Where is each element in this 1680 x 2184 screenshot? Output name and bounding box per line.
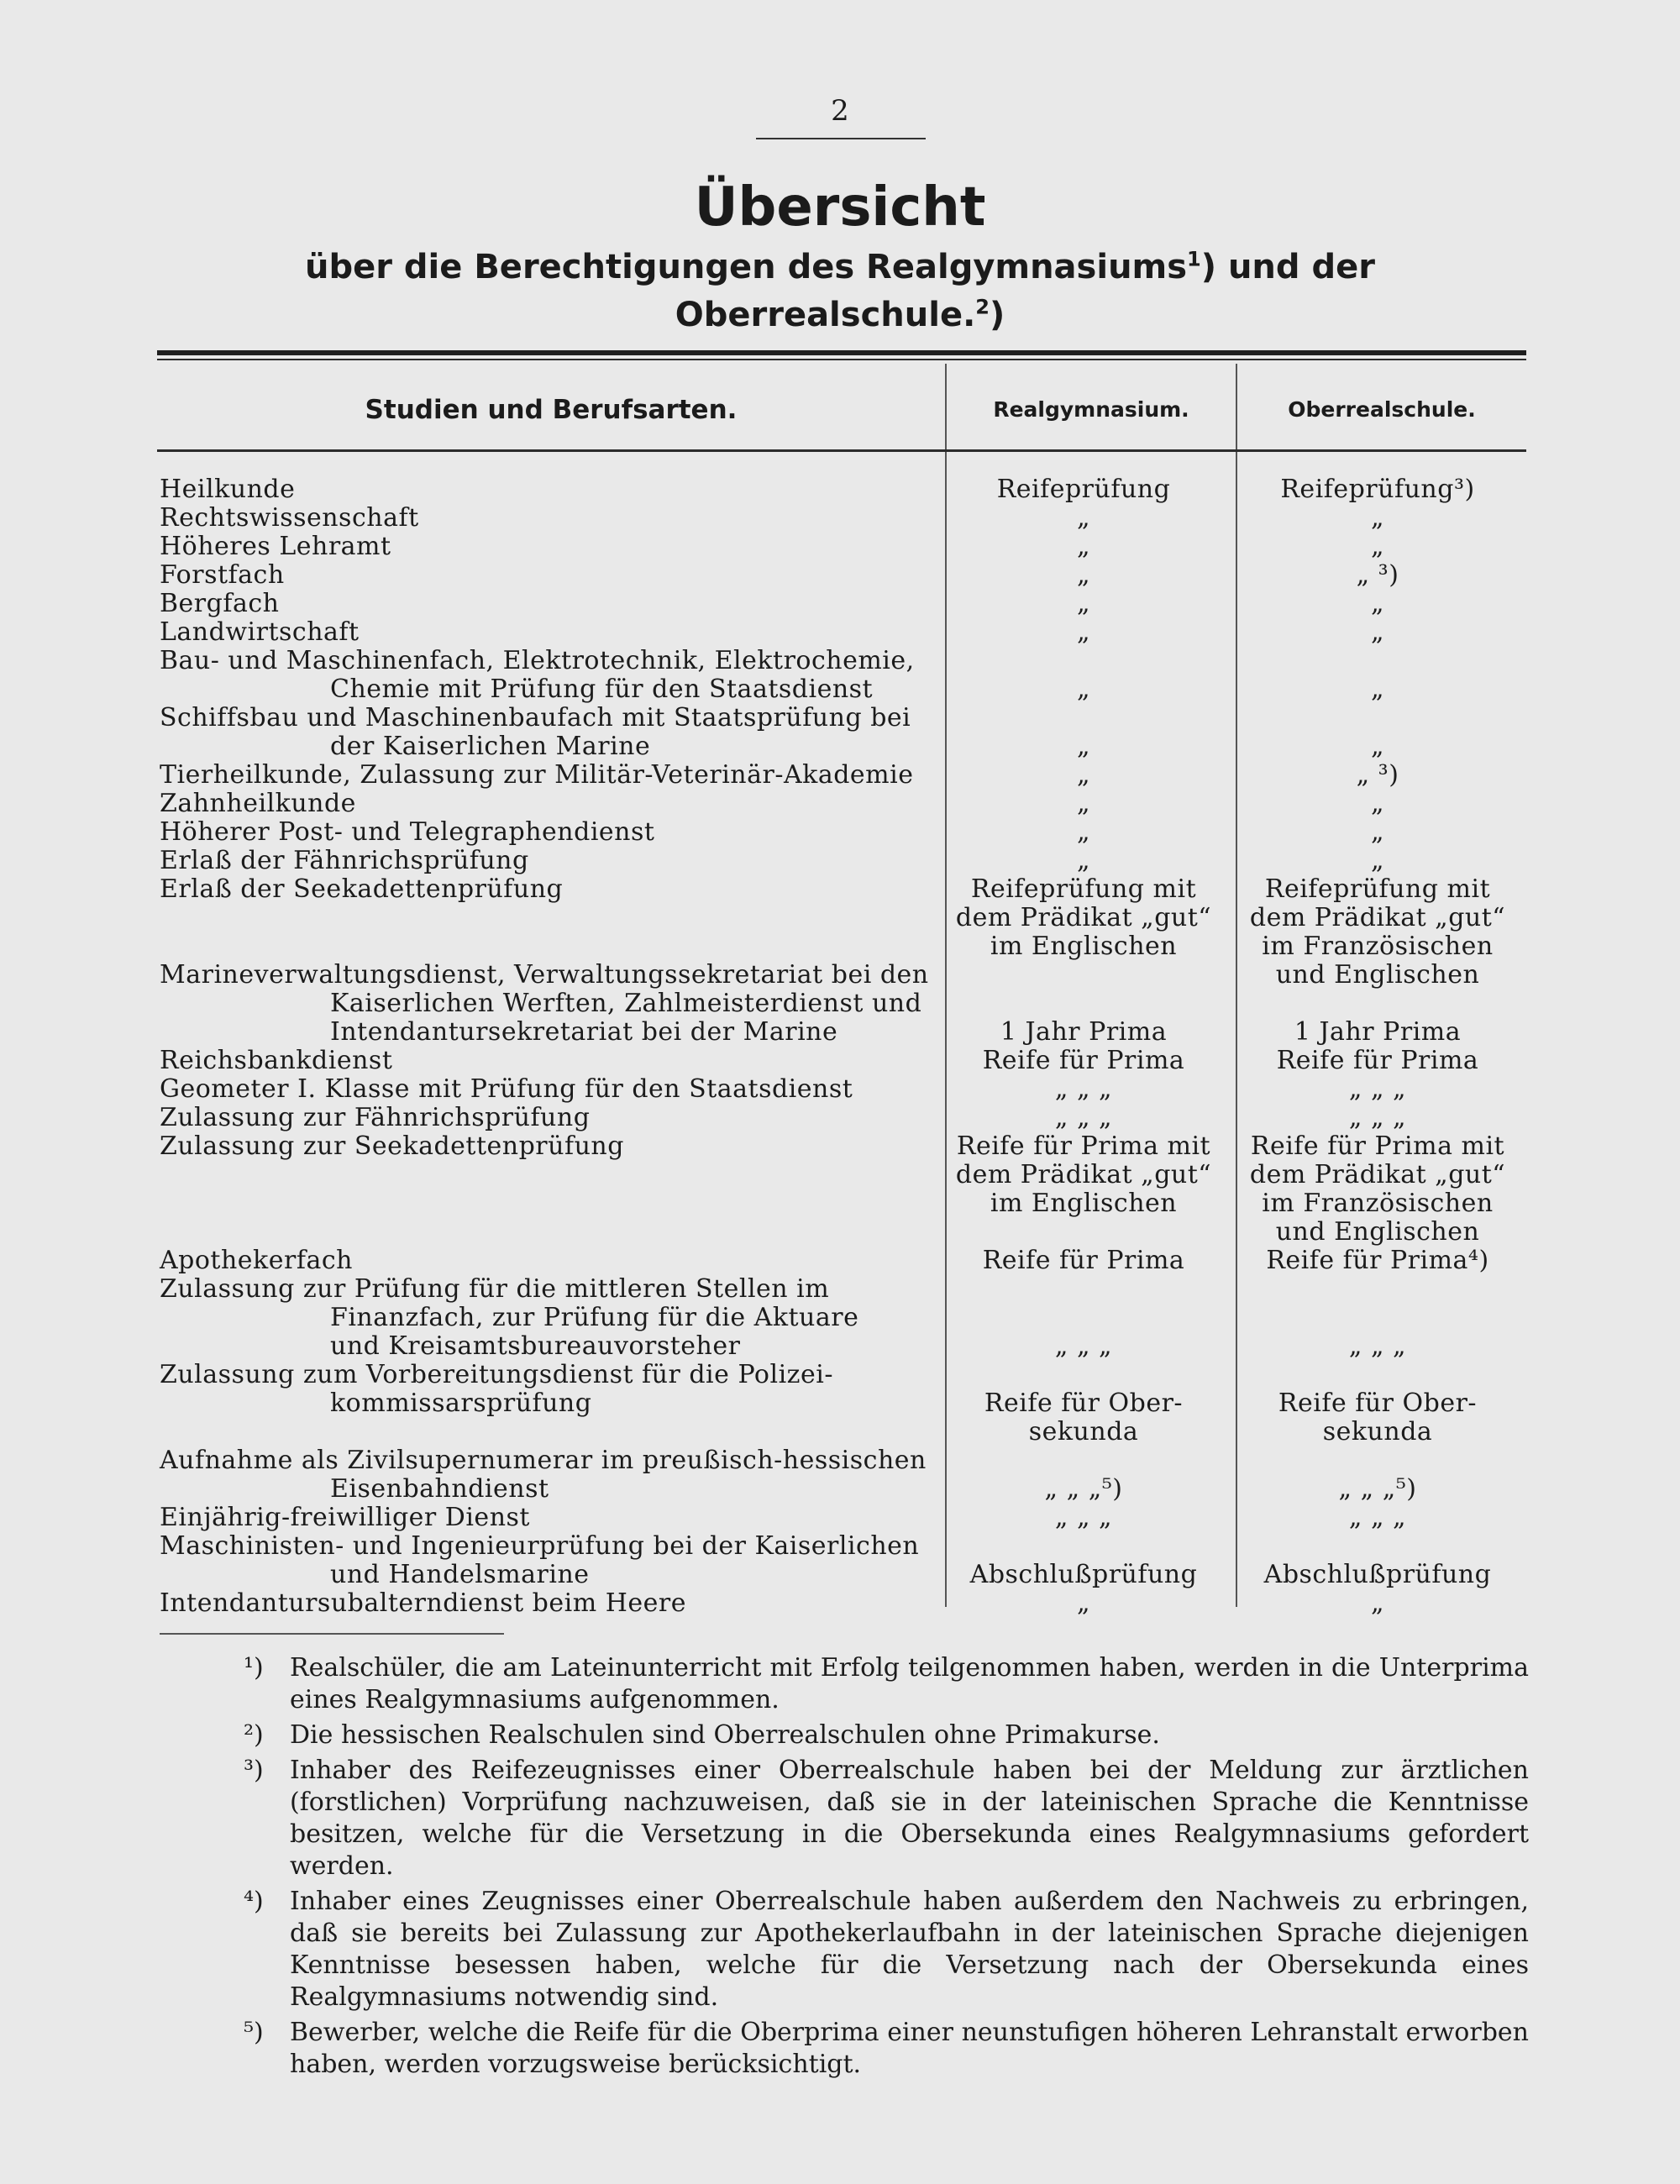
footnote bbox=[244, 2017, 1529, 2081]
study-line: der Kaiserlichen Marine bbox=[330, 732, 651, 761]
footnote bbox=[244, 1652, 1529, 1716]
requirement-line: Reife für Ober- bbox=[984, 1389, 1184, 1418]
realgymnasium-cell bbox=[937, 875, 1231, 961]
requirement-line: Reife für Prima bbox=[1276, 1046, 1479, 1075]
requirement-line: „ bbox=[1370, 846, 1385, 875]
requirement-line: sekunda bbox=[1028, 1417, 1139, 1446]
requirement-line: dem Prädikat „gut“ bbox=[955, 903, 1212, 932]
study-line: Höherer Post- und Telegraphendienst bbox=[160, 817, 655, 847]
table-row bbox=[160, 847, 1529, 875]
table-row bbox=[160, 1132, 1529, 1247]
table-row bbox=[160, 475, 1529, 504]
realgymnasium-cell bbox=[937, 561, 1231, 590]
requirement-line bbox=[1231, 1532, 1525, 1561]
table-row bbox=[160, 647, 1529, 704]
requirement-line: „ „ „ bbox=[1054, 1503, 1113, 1532]
study-line: Höheres Lehramt bbox=[160, 532, 391, 561]
study-line: Aufnahme als Zivilsupernumerar im preußisch-hessischen bbox=[160, 1446, 927, 1475]
oberrealschule-cell bbox=[1231, 475, 1525, 504]
requirement-line: „ bbox=[1076, 760, 1091, 790]
oberrealschule-cell bbox=[1231, 1532, 1525, 1589]
study-line: Zulassung zur Prüfung für die mittleren Stellen im bbox=[160, 1274, 830, 1304]
requirement-line bbox=[1231, 990, 1525, 1018]
footnotes bbox=[244, 1652, 1529, 2084]
requirement-line bbox=[937, 1361, 1231, 1389]
realgymnasium-cell bbox=[937, 1075, 1231, 1104]
oberrealschule-cell bbox=[1231, 590, 1525, 618]
study-cell bbox=[160, 1047, 937, 1075]
requirement-line: „ bbox=[1370, 732, 1385, 761]
realgymnasium-cell bbox=[937, 1361, 1231, 1446]
study-line: Zulassung zum Vorbereitungsdienst für die Polizei- bbox=[160, 1360, 833, 1389]
requirement-line bbox=[1231, 1446, 1525, 1475]
oberrealschule-cell bbox=[1231, 1075, 1525, 1104]
oberrealschule-cell bbox=[1231, 761, 1525, 790]
requirement-line: Reife für Prima mit bbox=[1250, 1131, 1505, 1161]
study-line: Reichsbankdienst bbox=[160, 1046, 393, 1075]
table-row bbox=[160, 561, 1529, 590]
page-title: Übersicht bbox=[694, 176, 986, 239]
footnote-mark: ⁴) bbox=[244, 1887, 264, 1916]
requirement-line: „ bbox=[1076, 589, 1091, 618]
header-oberrealschule: Oberrealschule. bbox=[1288, 397, 1476, 422]
table-row bbox=[160, 1361, 1529, 1446]
table-row bbox=[160, 533, 1529, 561]
requirement-line bbox=[937, 961, 1231, 990]
requirement-line bbox=[937, 990, 1231, 1018]
header-studies: Studien und Berufsarten. bbox=[365, 395, 738, 425]
page-subtitle bbox=[244, 244, 1436, 339]
requirement-line bbox=[1231, 1304, 1525, 1332]
study-line: Erlaß der Seekadettenprüfung bbox=[160, 874, 564, 904]
requirement-line bbox=[937, 1446, 1231, 1475]
requirement-line: „ „ „ bbox=[1348, 1503, 1407, 1532]
requirement-line: „ „ „ bbox=[1348, 1103, 1407, 1132]
footnote-mark: ²) bbox=[244, 1720, 264, 1750]
requirement-line: „ „ „ bbox=[1054, 1331, 1113, 1361]
realgymnasium-cell bbox=[937, 1446, 1231, 1504]
requirement-line: „ ³) bbox=[1356, 760, 1399, 790]
realgymnasium-cell bbox=[937, 1504, 1231, 1532]
study-line: Landwirtschaft bbox=[160, 617, 360, 647]
oberrealschule-cell bbox=[1231, 704, 1525, 761]
requirement-line: Reifeprüfung mit bbox=[970, 874, 1197, 904]
requirement-line: „ „ „⁵) bbox=[1044, 1474, 1123, 1504]
header-realgymnasium: Realgymnasium. bbox=[993, 397, 1189, 422]
table-row bbox=[160, 1247, 1529, 1275]
requirement-line: „ „ „ bbox=[1348, 1331, 1407, 1361]
table-row bbox=[160, 875, 1529, 961]
footnote bbox=[244, 1755, 1529, 1882]
footnote-text: Bewerber, welche die Reife für die Oberprima einer neunstufigen höheren Lehranstalt erworben haben, werden vorzugsweise berücksichtigt. bbox=[290, 2018, 1529, 2079]
table-row bbox=[160, 790, 1529, 818]
requirement-line: dem Prädikat „gut“ bbox=[1249, 903, 1506, 932]
requirement-line: im Englischen bbox=[990, 932, 1178, 961]
requirement-line: „ „ „ bbox=[1054, 1074, 1113, 1104]
realgymnasium-cell bbox=[937, 504, 1231, 533]
footnote-mark: ⁵) bbox=[244, 2018, 264, 2047]
requirement-line: und Englischen bbox=[1275, 960, 1480, 990]
table-row bbox=[160, 1075, 1529, 1104]
requirement-line: „ bbox=[1370, 617, 1385, 647]
study-line: Kaiserlichen Werften, Zahlmeisterdienst und bbox=[330, 989, 922, 1018]
study-line: Chemie mit Prüfung für den Staatsdienst bbox=[330, 675, 874, 704]
requirement-line bbox=[937, 1532, 1231, 1561]
table-row bbox=[160, 1104, 1529, 1132]
study-line: Zulassung zur Seekadettenprüfung bbox=[160, 1131, 624, 1161]
realgymnasium-cell bbox=[937, 961, 1231, 1047]
table-row bbox=[160, 961, 1529, 1047]
page-number-rule bbox=[756, 138, 926, 139]
oberrealschule-cell bbox=[1231, 875, 1525, 961]
requirement-line: „ bbox=[1370, 675, 1385, 704]
study-line: Schiffsbau und Maschinenbaufach mit Staatsprüfung bei bbox=[160, 703, 911, 732]
study-line: Bau- und Maschinenfach, Elektrotechnik, Elektrochemie, bbox=[160, 646, 915, 675]
oberrealschule-cell bbox=[1231, 961, 1525, 1047]
study-line: Zahnheilkunde bbox=[160, 789, 356, 818]
realgymnasium-cell bbox=[937, 1589, 1231, 1618]
requirement-line: im Englischen bbox=[990, 1189, 1178, 1218]
requirement-line: „ bbox=[1076, 817, 1091, 847]
study-line: Erlaß der Fähnrichsprüfung bbox=[160, 846, 529, 875]
study-line: Apothekerfach bbox=[160, 1246, 353, 1275]
footnote bbox=[244, 1719, 1529, 1751]
realgymnasium-cell bbox=[937, 847, 1231, 875]
requirement-line: „ bbox=[1076, 503, 1091, 533]
subtitle-footnote-ref-2: 2 bbox=[975, 295, 990, 319]
entitlements-table bbox=[160, 475, 1529, 1618]
oberrealschule-cell bbox=[1231, 1047, 1525, 1075]
table-row bbox=[160, 761, 1529, 790]
table-row bbox=[160, 1504, 1529, 1532]
requirement-line: 1 Jahr Prima bbox=[1294, 1017, 1462, 1047]
study-cell bbox=[160, 1275, 937, 1361]
table-row bbox=[160, 504, 1529, 533]
footnote-text: Die hessischen Realschulen sind Oberrealschulen ohne Primakurse. bbox=[290, 1720, 1160, 1750]
study-cell bbox=[160, 704, 937, 761]
study-line: Heilkunde bbox=[160, 475, 296, 504]
requirement-line: im Französischen bbox=[1262, 1189, 1494, 1218]
realgymnasium-cell bbox=[937, 1247, 1231, 1275]
realgymnasium-cell bbox=[937, 475, 1231, 504]
table-row bbox=[160, 1047, 1529, 1075]
requirement-line: und Englischen bbox=[1275, 1217, 1480, 1247]
study-line: Intendantursekretariat bei der Marine bbox=[330, 1017, 838, 1047]
study-line: Tierheilkunde, Zulassung zur Militär-Veterinär-Akademie bbox=[160, 760, 914, 790]
study-cell bbox=[160, 1104, 937, 1132]
requirement-line bbox=[937, 704, 1231, 732]
table-row bbox=[160, 590, 1529, 618]
oberrealschule-cell bbox=[1231, 1132, 1525, 1247]
study-line: Forstfach bbox=[160, 560, 285, 590]
requirement-line bbox=[937, 647, 1231, 675]
requirement-line: „ bbox=[1076, 846, 1091, 875]
footnote-text: Inhaber des Reifezeugnisses einer Oberrealschule haben bei der Meldung zur ärztlichen (forstlichen) Vorprüfung nachzuweisen, daß sie in der lateinischen Sprache die Kenntnisse besitzen, welche für die Versetzung in die Obersekunda eines Realgymnasiums gefordert werden. bbox=[290, 1756, 1529, 1881]
requirement-line bbox=[1231, 1361, 1525, 1389]
oberrealschule-cell bbox=[1231, 1247, 1525, 1275]
study-line: Zulassung zur Fähnrichsprüfung bbox=[160, 1103, 591, 1132]
requirement-line: Abschlußprüfung bbox=[1263, 1560, 1492, 1589]
table-row bbox=[160, 1532, 1529, 1589]
study-cell bbox=[160, 1504, 937, 1532]
requirement-line: Reife für Prima bbox=[982, 1246, 1185, 1275]
subtitle-text-4: ) bbox=[989, 296, 1005, 334]
requirement-line: „ bbox=[1076, 675, 1091, 704]
requirement-line: sekunda bbox=[1322, 1417, 1433, 1446]
requirement-line: „ bbox=[1076, 617, 1091, 647]
study-cell bbox=[160, 761, 937, 790]
requirement-line: Reifeprüfung bbox=[996, 475, 1171, 504]
study-cell bbox=[160, 847, 937, 875]
requirement-line: „ bbox=[1076, 1588, 1091, 1618]
requirement-line: „ bbox=[1076, 732, 1091, 761]
oberrealschule-cell bbox=[1231, 790, 1525, 818]
footnote-mark: ³) bbox=[244, 1756, 264, 1785]
requirement-line: dem Prädikat „gut“ bbox=[955, 1160, 1212, 1189]
study-cell bbox=[160, 475, 937, 504]
realgymnasium-cell bbox=[937, 818, 1231, 847]
subtitle-text-3: Oberrealschule. bbox=[675, 296, 976, 334]
oberrealschule-cell bbox=[1231, 647, 1525, 704]
subtitle-text-2: ) und der bbox=[1200, 248, 1375, 286]
footnote-mark: ¹) bbox=[244, 1653, 264, 1683]
realgymnasium-cell bbox=[937, 533, 1231, 561]
requirement-line: „ ³) bbox=[1356, 560, 1399, 590]
requirement-line: Abschlußprüfung bbox=[969, 1560, 1198, 1589]
requirement-line: „ bbox=[1370, 817, 1385, 847]
study-line: Maschinisten- und Ingenieurprüfung bei der Kaiserlichen bbox=[160, 1531, 920, 1561]
study-line: Rechtswissenschaft bbox=[160, 503, 419, 533]
study-cell bbox=[160, 875, 937, 904]
table-row bbox=[160, 618, 1529, 647]
study-cell bbox=[160, 818, 937, 847]
study-cell bbox=[160, 1361, 937, 1418]
study-cell bbox=[160, 618, 937, 647]
realgymnasium-cell bbox=[937, 1132, 1231, 1218]
study-line: Einjährig-freiwilliger Dienst bbox=[160, 1503, 530, 1532]
requirement-line bbox=[937, 1304, 1231, 1332]
header-bottom-rule bbox=[157, 449, 1526, 452]
realgymnasium-cell bbox=[937, 1275, 1231, 1361]
study-line: Bergfach bbox=[160, 589, 280, 618]
requirement-line: Reifeprüfung³) bbox=[1280, 475, 1475, 504]
table-row bbox=[160, 704, 1529, 761]
requirement-line: im Französischen bbox=[1262, 932, 1494, 961]
requirement-line: „ bbox=[1370, 503, 1385, 533]
study-cell bbox=[160, 533, 937, 561]
subtitle-footnote-ref-1: 1 bbox=[1187, 247, 1201, 271]
requirement-line bbox=[937, 1275, 1231, 1304]
requirement-line: „ „ „ bbox=[1054, 1103, 1113, 1132]
realgymnasium-cell bbox=[937, 647, 1231, 704]
oberrealschule-cell bbox=[1231, 1275, 1525, 1361]
study-line: kommissarsprüfung bbox=[330, 1389, 592, 1418]
realgymnasium-cell bbox=[937, 618, 1231, 647]
study-cell bbox=[160, 1247, 937, 1275]
requirement-line: „ bbox=[1076, 560, 1091, 590]
study-cell bbox=[160, 590, 937, 618]
requirement-line: „ „ „⁵) bbox=[1338, 1474, 1417, 1504]
oberrealschule-cell bbox=[1231, 533, 1525, 561]
requirement-line: 1 Jahr Prima bbox=[1000, 1017, 1168, 1047]
study-line: und Kreisamtsbureauvorsteher bbox=[330, 1331, 741, 1361]
oberrealschule-cell bbox=[1231, 1104, 1525, 1132]
study-line: Eisenbahndienst bbox=[330, 1474, 549, 1504]
study-line: Marineverwaltungsdienst, Verwaltungssekretariat bei den bbox=[160, 960, 929, 990]
table-top-rule bbox=[157, 350, 1526, 355]
requirement-line: „ bbox=[1370, 1588, 1385, 1618]
table-row bbox=[160, 1275, 1529, 1361]
realgymnasium-cell bbox=[937, 1532, 1231, 1589]
requirement-line: „ bbox=[1076, 532, 1091, 561]
study-cell bbox=[160, 561, 937, 590]
study-cell bbox=[160, 1446, 937, 1504]
oberrealschule-cell bbox=[1231, 1361, 1525, 1446]
table-row bbox=[160, 1589, 1529, 1618]
requirement-line: „ bbox=[1370, 589, 1385, 618]
table-row bbox=[160, 1446, 1529, 1504]
study-cell bbox=[160, 961, 937, 1047]
requirement-line bbox=[1231, 647, 1525, 675]
realgymnasium-cell bbox=[937, 590, 1231, 618]
footnote-rule bbox=[160, 1633, 504, 1635]
requirement-line: „ bbox=[1370, 532, 1385, 561]
requirement-line bbox=[1231, 704, 1525, 732]
oberrealschule-cell bbox=[1231, 818, 1525, 847]
table-row bbox=[160, 818, 1529, 847]
realgymnasium-cell bbox=[937, 1104, 1231, 1132]
study-line: Finanzfach, zur Prüfung für die Aktuare bbox=[330, 1303, 859, 1332]
footnote bbox=[244, 1886, 1529, 2013]
requirement-line: Reifeprüfung mit bbox=[1264, 874, 1491, 904]
requirement-line: Reife für Prima bbox=[982, 1046, 1185, 1075]
requirement-line: „ „ „ bbox=[1348, 1074, 1407, 1104]
requirement-line: dem Prädikat „gut“ bbox=[1249, 1160, 1506, 1189]
study-cell bbox=[160, 1075, 937, 1104]
oberrealschule-cell bbox=[1231, 618, 1525, 647]
study-line: und Handelsmarine bbox=[330, 1560, 590, 1589]
requirement-line: „ bbox=[1370, 789, 1385, 818]
study-line: Intendantursubalterndienst beim Heere bbox=[160, 1588, 686, 1618]
oberrealschule-cell bbox=[1231, 561, 1525, 590]
oberrealschule-cell bbox=[1231, 1504, 1525, 1532]
oberrealschule-cell bbox=[1231, 504, 1525, 533]
study-line: Geometer I. Klasse mit Prüfung für den Staatsdienst bbox=[160, 1074, 853, 1104]
footnote-text: Realschüler, die am Lateinunterricht mit Erfolg teilgenommen haben, werden in die Unterprima eines Realgymnasiums aufgenommen. bbox=[290, 1653, 1529, 1714]
requirement-line: Reife für Ober- bbox=[1278, 1389, 1478, 1418]
page-number: 2 bbox=[831, 94, 849, 128]
realgymnasium-cell bbox=[937, 761, 1231, 790]
oberrealschule-cell bbox=[1231, 1589, 1525, 1618]
table-top-rule-thin bbox=[157, 359, 1526, 360]
study-cell bbox=[160, 1589, 937, 1618]
study-cell bbox=[160, 504, 937, 533]
study-cell bbox=[160, 790, 937, 818]
subtitle-text-1: über die Berechtigungen des Realgymnasiums bbox=[305, 248, 1188, 286]
study-cell bbox=[160, 1532, 937, 1589]
requirement-line: Reife für Prima mit bbox=[956, 1131, 1211, 1161]
oberrealschule-cell bbox=[1231, 1446, 1525, 1504]
footnote-text: Inhaber eines Zeugnisses einer Oberrealschule haben außerdem den Nachweis zu erbringen, daß sie bereits bei Zulassung zur Apothekerlaufbahn in der lateinischen Sprache diejenigen Kenntnisse besessen haben, welche für die Versetzung nach der Obersekunda eines Realgymnasiums notwendig sind. bbox=[290, 1887, 1529, 2012]
realgymnasium-cell bbox=[937, 704, 1231, 761]
requirement-line bbox=[1231, 1275, 1525, 1304]
realgymnasium-cell bbox=[937, 790, 1231, 818]
requirement-line: Reife für Prima⁴) bbox=[1266, 1246, 1489, 1275]
realgymnasium-cell bbox=[937, 1047, 1231, 1075]
study-cell bbox=[160, 647, 937, 704]
requirement-line: „ bbox=[1076, 789, 1091, 818]
study-cell bbox=[160, 1132, 937, 1161]
oberrealschule-cell bbox=[1231, 847, 1525, 875]
